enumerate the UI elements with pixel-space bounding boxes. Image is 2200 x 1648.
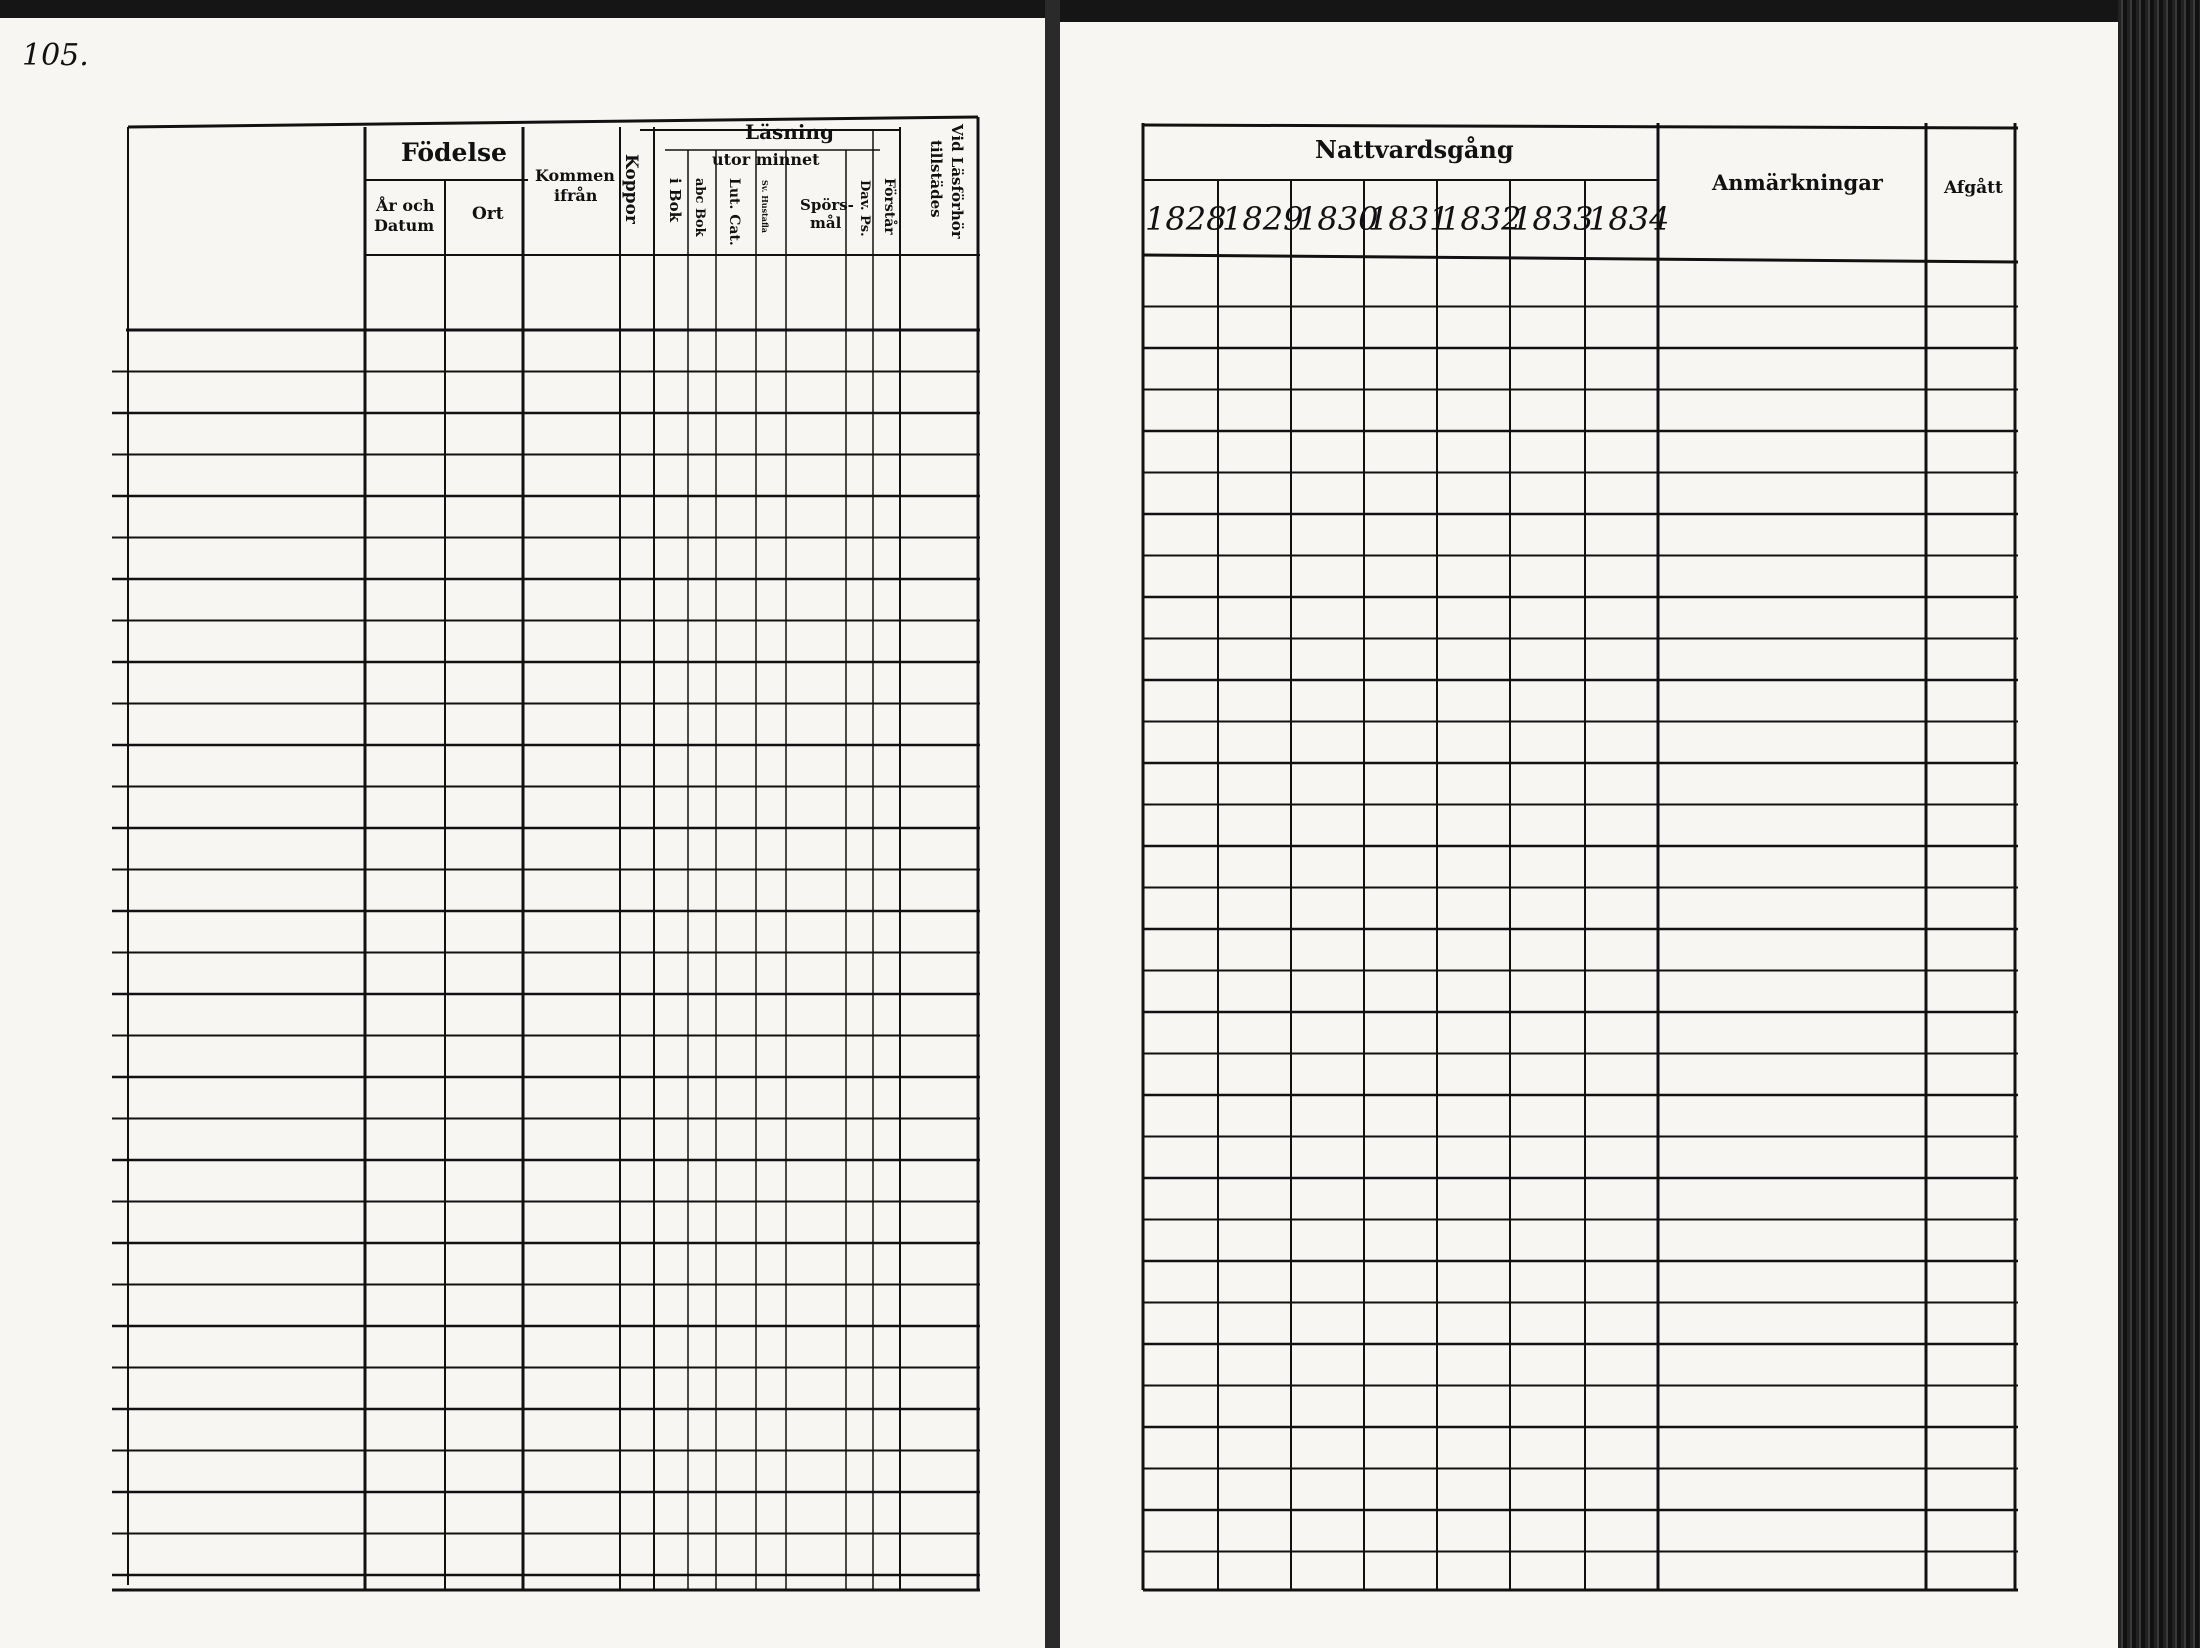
year-1829: 1829	[1222, 200, 1304, 238]
header-kommen: Kommen	[535, 166, 615, 185]
header-lut-cat: Lut. Cat.	[726, 178, 742, 246]
header-lasning: Läsning	[745, 120, 834, 144]
header-forstar: Förstår	[881, 178, 897, 235]
right-header-bottom-rule	[1143, 255, 2018, 262]
header-utor-minnet: utor minnet	[712, 150, 820, 169]
header-sporsmal-2: mål	[810, 214, 842, 232]
year-1830: 1830	[1297, 200, 1379, 238]
left-top-rule	[128, 117, 978, 127]
header-afgatt: Afgått	[1944, 178, 2003, 198]
year-1831: 1831	[1368, 200, 1450, 238]
header-tillstades: tillstädes	[927, 140, 945, 218]
header-koppor: Koppor	[621, 154, 641, 224]
header-fodelse: Födelse	[401, 138, 507, 167]
year-1834: 1834	[1588, 200, 1670, 238]
header-nattvardsgang: Nattvardsgång	[1315, 135, 1514, 164]
year-1832: 1832	[1440, 200, 1522, 238]
header-datum: Datum	[374, 216, 435, 235]
year-1828: 1828	[1145, 200, 1227, 238]
header-anmarkningar: Anmärkningar	[1712, 170, 1883, 195]
header-ort: Ort	[472, 204, 504, 224]
header-vid-lasforhor: Vid Läsförhör	[948, 124, 966, 239]
header-dav-ps: Dav. Ps.	[857, 180, 872, 237]
header-sporsmal-1: Spörs-	[800, 196, 854, 214]
page-number: 105.	[22, 38, 89, 73]
header-small-col: Sv. Hustafla	[760, 180, 770, 233]
header-i-bok: i Bok	[666, 178, 684, 222]
year-1833: 1833	[1512, 200, 1594, 238]
header-ar-och: År och	[376, 196, 435, 215]
header-ifran: ifrån	[554, 186, 598, 205]
header-abc-bok: abc Bok	[692, 178, 707, 237]
right-top-rule	[1143, 125, 2018, 128]
